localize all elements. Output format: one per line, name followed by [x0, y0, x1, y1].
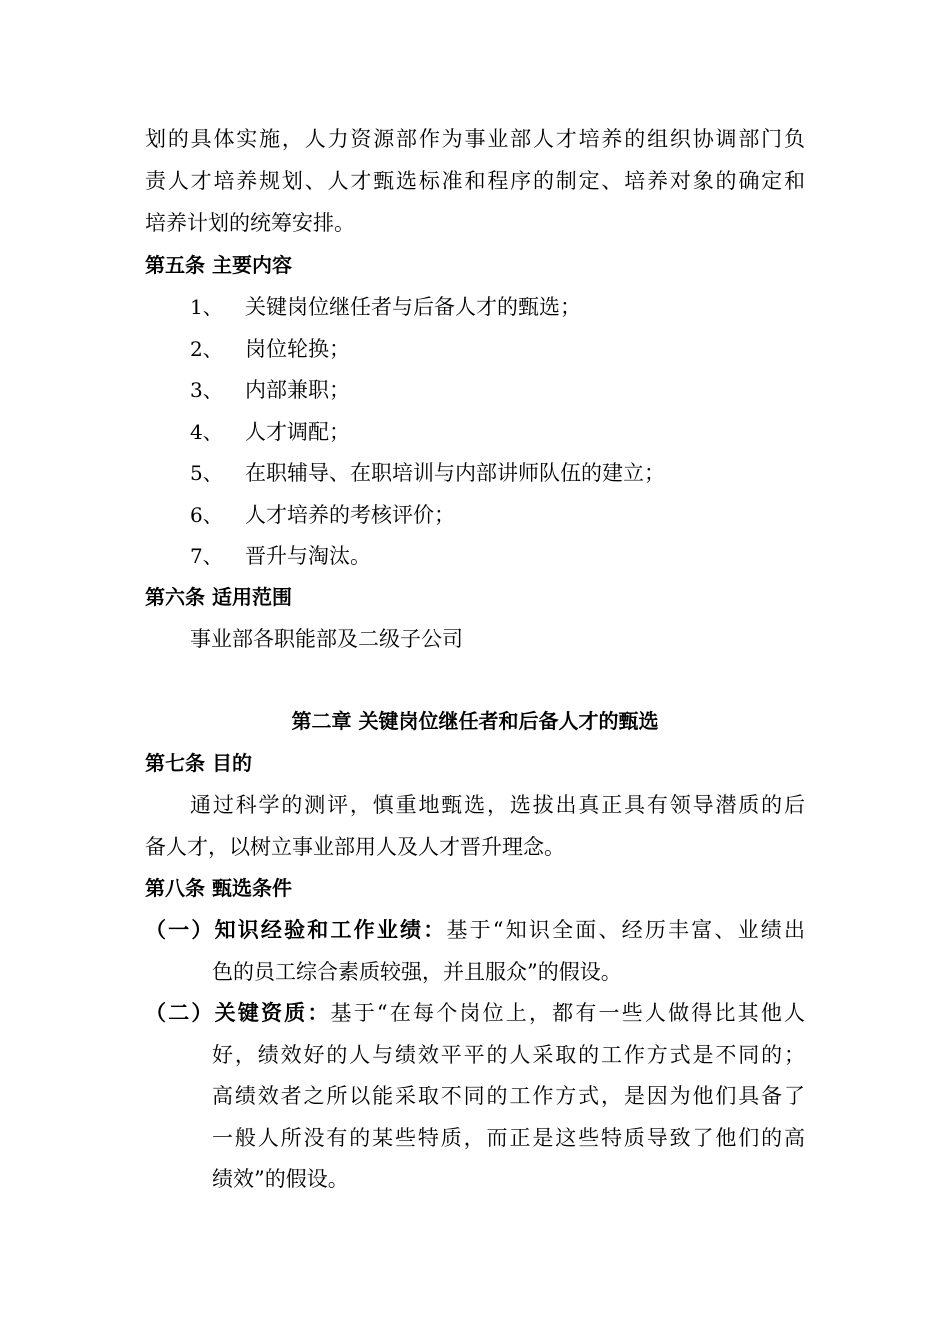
- list-item-3-number: 3、: [190, 378, 223, 402]
- list-item-2-text: 岗位轮换；: [245, 337, 350, 361]
- condition-2-line-5: 绩效”的假设。: [212, 1167, 349, 1191]
- article-6-text: 事业部各职能部及二级子公司: [190, 627, 463, 651]
- chapter-2-title: 第二章 关键岗位继任者和后备人才的甄选: [291, 709, 659, 733]
- article-7-line-1: 通过科学的测评，慎重地甄选，选拔出真正具有领导潜质的后: [190, 793, 805, 817]
- condition-1-first-line: [145, 917, 805, 943]
- condition-2-line-2: 好，绩效好的人与绩效平平的人采取的工作方式是不同的；: [212, 1043, 805, 1067]
- list-item-7-number: 7、: [190, 544, 223, 568]
- list-item-3-text: 内部兼职；: [245, 378, 350, 402]
- list-item-6-number: 6、: [190, 503, 223, 527]
- list-item-4-number: 4、: [190, 420, 223, 444]
- list-item-5-text: 在职辅导、在职培训与内部讲师队伍的建立；: [245, 461, 665, 485]
- list-item-5-number: 5、: [190, 461, 223, 485]
- condition-2-text: 基于“在每个岗位上，都有一些人做得比其他人: [330, 1001, 806, 1025]
- article-8-heading: 第八条 甄选条件: [145, 876, 292, 900]
- intro-line-3: 培养计划的统筹安排。: [145, 211, 355, 235]
- condition-2-line-3: 高绩效者之所以能采取不同的工作方式，是因为他们具备了: [212, 1084, 805, 1108]
- article-5-heading: 第五条 主要内容: [145, 253, 292, 277]
- condition-1-line-2: 色的员工综合素质较强，并且服众”的假设。: [212, 960, 622, 984]
- article-6-heading: 第六条 适用范围: [145, 585, 292, 609]
- article-7-heading: 第七条 目的: [145, 751, 252, 775]
- list-item-6-text: 人才培养的考核评价；: [245, 503, 455, 527]
- article-7-line-2: 备人才，以树立事业部用人及人才晋升理念。: [145, 835, 565, 859]
- condition-2-line-4: 一般人所没有的某些特质，而正是这些特质导致了他们的高: [212, 1126, 805, 1150]
- condition-2-label: 关键资质：: [214, 1001, 331, 1025]
- list-item-2-number: 2、: [190, 337, 223, 361]
- list-item-7-text: 晋升与淘汰。: [245, 544, 371, 568]
- condition-1-marker: （一）: [145, 918, 215, 942]
- condition-2-marker: （二）: [145, 1001, 215, 1025]
- condition-1-label: 知识经验和工作业绩：: [214, 918, 447, 942]
- list-item-1-text: 关键岗位继任者与后备人才的甄选；: [245, 295, 581, 319]
- list-item-1-number: 1、: [190, 295, 223, 319]
- list-item-4-text: 人才调配；: [245, 420, 350, 444]
- condition-1-text: 基于“知识全面、经历丰富、业绩出: [446, 918, 805, 942]
- intro-line-2: 责人才培养规划、人才甄选标准和程序的制定、培养对象的确定和: [145, 169, 805, 193]
- intro-line-1: 划的具体实施，人力资源部作为事业部人才培养的组织协调部门负: [145, 127, 805, 151]
- condition-2-first-line: [145, 1000, 805, 1026]
